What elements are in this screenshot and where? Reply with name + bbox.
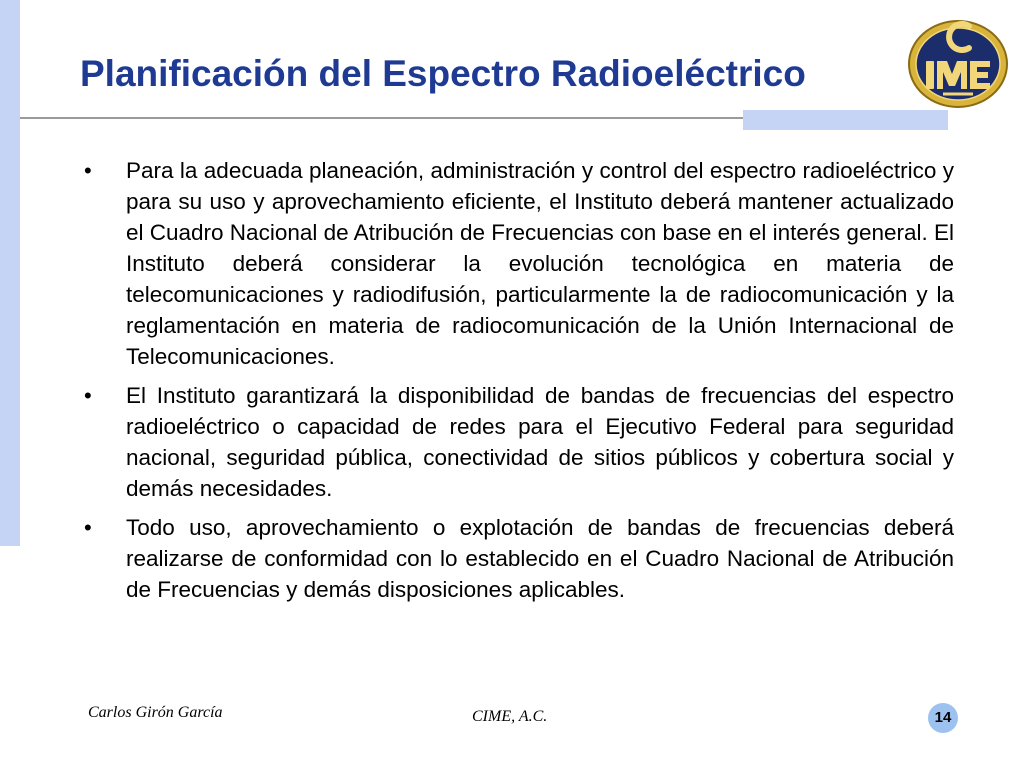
left-accent-bar	[0, 0, 20, 546]
bullet-marker: •	[84, 158, 92, 183]
bullet-item	[84, 155, 954, 372]
cime-logo	[905, 14, 1011, 110]
bullet-text: Todo uso, aprovechamiento o explotación de bandas de frecuencias deberá realizarse de conformidad con lo establecido en el Cuadro Nacional de Atribución de Frecuencias y demás disposiciones aplicables.	[126, 515, 954, 602]
bullet-marker: •	[84, 515, 92, 540]
bullet-text: Para la adecuada planeación, administración y control del espectro radioeléctrico y para su uso y aprovechamiento eficiente, el Instituto deberá mantener actualizado el Cuadro Nacional de Atribución de Frecuencias con base en el interés general. El Instituto deberá considerar la evolución tecnológica en materia de telecomunicaciones y radiodifusión, particularmente la de radiocomunicación y la reglamentación en materia de radiocomunicación de la Unión Internacional de Telecomunicaciones.	[126, 158, 954, 369]
page-number-badge: 14	[928, 703, 958, 733]
title-divider-accent	[743, 110, 948, 130]
footer-author: Carlos Girón García	[88, 704, 223, 721]
slide-title: Planificación del Espectro Radioeléctrico	[80, 53, 806, 94]
bullet-item	[84, 380, 954, 504]
bullet-list	[84, 155, 954, 613]
bullet-text: El Instituto garantizará la disponibilidad de bandas de frecuencias del espectro radioeléctrico o capacidad de redes para el Ejecutivo Federal para seguridad nacional, seguridad pública, conectividad de sitios públicos y cobertura social y demás necesidades.	[126, 383, 954, 501]
footer-organization: CIME, A.C.	[472, 708, 548, 725]
bullet-item	[84, 512, 954, 605]
bullet-marker: •	[84, 383, 92, 408]
